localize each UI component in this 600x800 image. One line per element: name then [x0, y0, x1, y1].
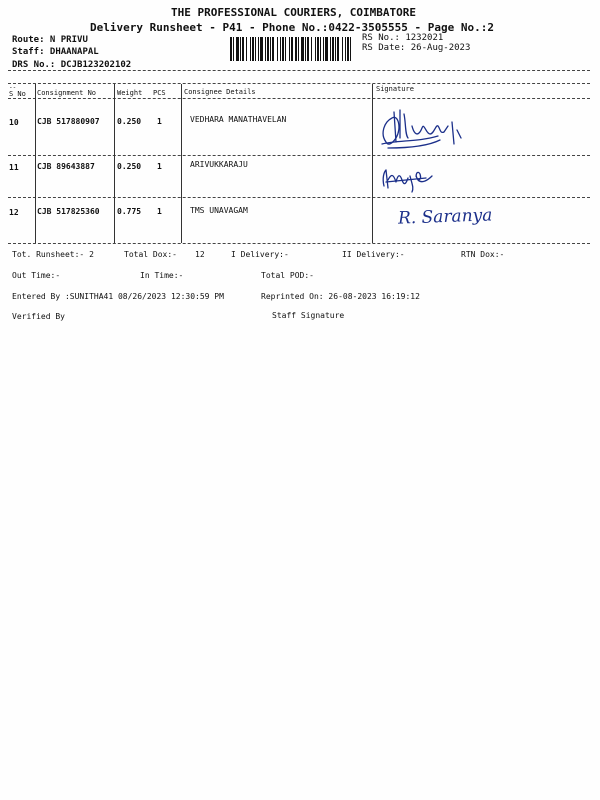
drs-number: DRS No.: DCJB123202102 [12, 60, 132, 70]
total-dox-value: 12 [195, 250, 205, 259]
in-time: In Time:- [140, 271, 184, 280]
separator-line [8, 155, 590, 156]
column-divider [35, 84, 36, 243]
row-consignment: CJB 517880907 [37, 117, 100, 126]
total-dox-label: Total Dox:- [124, 250, 177, 259]
row-sno: 10 [9, 118, 19, 127]
staff-label: Staff: DHAANAPAL [12, 47, 99, 57]
row-consignee: TMS UNAVAGAM [190, 206, 248, 215]
row-consignee: VEDHARA MANATHAVELAN [190, 115, 287, 124]
dash-mark: -- [9, 84, 17, 91]
reprinted-on: Reprinted On: 26-08-2023 16:19:12 [261, 292, 420, 301]
header-pcs: PCS [153, 89, 166, 97]
out-time: Out Time:- [12, 271, 61, 280]
runsheet-subtitle: Delivery Runsheet - P41 - Phone No.:0422-3505555 - Page No.:2 [90, 21, 494, 34]
row-pcs: 1 [157, 117, 162, 126]
row-consignee: ARIVUKKARAJU [190, 160, 248, 169]
rs-number: RS No.: 1232021 [362, 33, 444, 43]
signature-image [378, 162, 448, 192]
column-divider [372, 84, 373, 243]
rtn-dox: RTN Dox:- [461, 250, 505, 259]
header-consignment: Consignment No [37, 89, 97, 97]
route-label: Route: N PRIVU [12, 35, 88, 45]
barcode-bar [350, 37, 351, 61]
header-signature: Signature [376, 85, 414, 93]
row-pcs: 1 [157, 207, 162, 216]
staff-signature: Staff Signature [272, 311, 345, 320]
row-consignment: CJB 517825360 [37, 207, 100, 216]
row-consignment: CJB 89643887 [37, 162, 95, 171]
header-sno: S No [9, 90, 26, 98]
row-weight: 0.775 [117, 207, 142, 216]
verified-by: Verified By [12, 312, 65, 321]
column-divider [181, 84, 182, 243]
barcode-image [230, 37, 353, 61]
ii-delivery: II Delivery:- [342, 250, 405, 259]
separator-line [8, 243, 590, 244]
header-consignee: Consignee Details [184, 88, 256, 96]
row-sno: 11 [9, 163, 19, 172]
column-divider [114, 84, 115, 243]
signature-text: R. Saranya [397, 205, 493, 229]
total-runsheet: Tot. Runsheet:- 2 [12, 250, 94, 259]
rs-date: RS Date: 26-Aug-2023 [362, 43, 471, 53]
separator-line [8, 70, 590, 71]
total-pod: Total POD:- [261, 271, 314, 280]
company-title: THE PROFESSIONAL COURIERS, COIMBATORE [171, 6, 417, 19]
row-pcs: 1 [157, 162, 162, 171]
row-sno: 12 [9, 208, 19, 217]
separator-line [8, 197, 590, 198]
row-weight: 0.250 [117, 117, 142, 126]
signature-image [378, 104, 468, 154]
row-weight: 0.250 [117, 162, 142, 171]
separator-line [8, 98, 590, 99]
i-delivery: I Delivery:- [231, 250, 289, 259]
entered-by: Entered By :SUNITHA41 08/26/2023 12:30:59 PM [12, 292, 224, 301]
separator-line [8, 83, 590, 84]
header-weight: Weight [117, 89, 143, 97]
